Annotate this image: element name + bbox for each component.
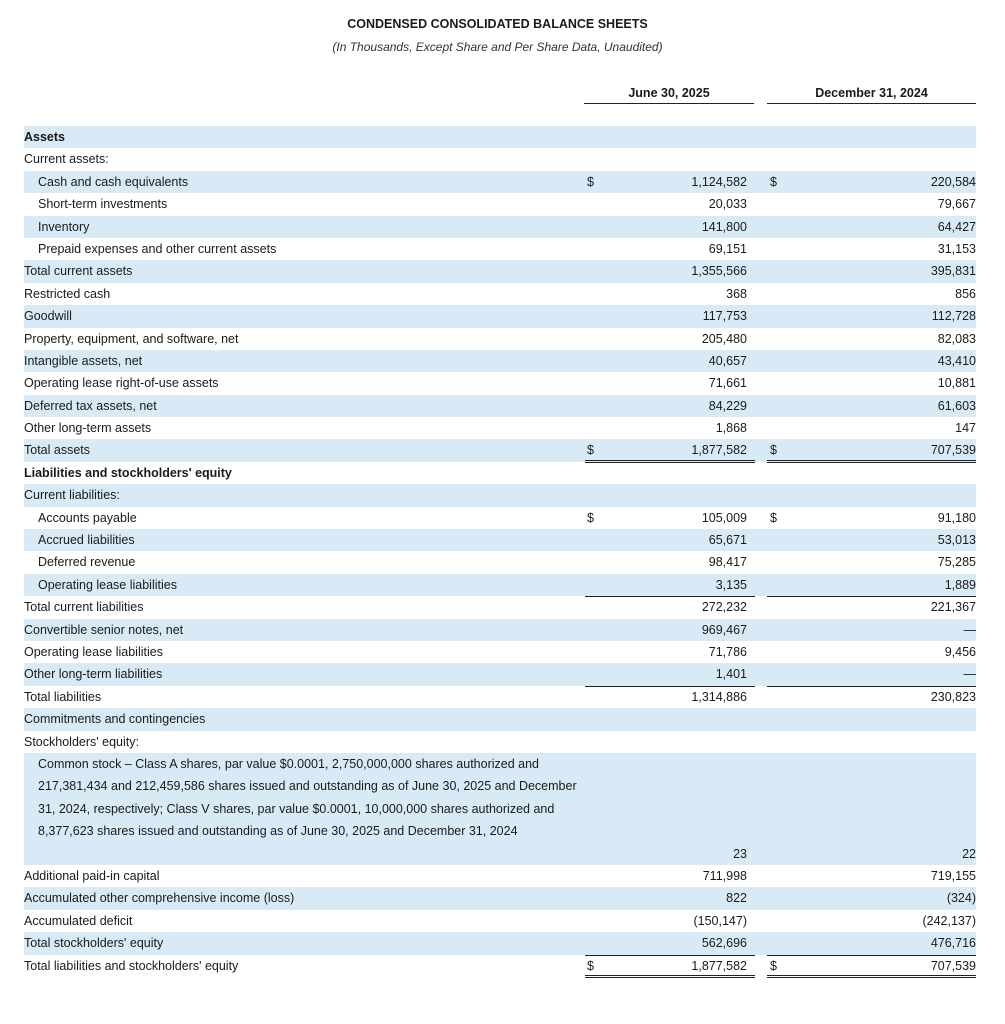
row-label: Cash and cash equivalents bbox=[38, 174, 189, 189]
row-label: Stockholders' equity: bbox=[24, 734, 139, 749]
table-row bbox=[24, 507, 976, 529]
row-label: Intangible assets, net bbox=[24, 353, 143, 368]
value-december-2024: 856 bbox=[955, 286, 976, 301]
table-row bbox=[24, 932, 976, 954]
table-row bbox=[24, 260, 976, 282]
row-label: Short-term investments bbox=[38, 197, 168, 212]
value-december-2024: 220,584 bbox=[930, 174, 976, 189]
value-june-2025: 1,877,582 bbox=[691, 958, 747, 973]
row-label: Inventory bbox=[38, 219, 90, 234]
value-december-2024: 230,823 bbox=[930, 689, 976, 704]
value-june-2025: 1,355,566 bbox=[691, 264, 747, 279]
row-label: Total liabilities bbox=[24, 689, 102, 704]
value-june-2025: 71,786 bbox=[708, 644, 747, 659]
table-row bbox=[24, 126, 976, 148]
value-june-2025: 98,417 bbox=[708, 555, 747, 570]
row-label: Operating lease right-of-use assets bbox=[24, 376, 219, 391]
balance-sheet-table bbox=[24, 126, 976, 977]
dollar-sign: $ bbox=[770, 510, 777, 525]
value-december-2024: — bbox=[963, 667, 976, 682]
value-december-2024: 476,716 bbox=[930, 936, 976, 951]
row-label: Total assets bbox=[24, 443, 91, 458]
table-row bbox=[24, 663, 976, 685]
table-row bbox=[24, 865, 976, 887]
table-row bbox=[24, 216, 976, 238]
row-label: Total stockholders' equity bbox=[24, 936, 164, 951]
row-label: Deferred tax assets, net bbox=[24, 398, 157, 413]
dollar-sign: $ bbox=[770, 443, 777, 458]
value-june-2025: 711,998 bbox=[702, 868, 747, 883]
value-december-2024: 9,456 bbox=[944, 644, 976, 659]
value-june-2025: 1,868 bbox=[715, 421, 747, 436]
value-december-2024: 1,889 bbox=[944, 577, 976, 592]
row-label: Commitments and contingencies bbox=[24, 712, 206, 727]
table-row bbox=[24, 910, 976, 932]
double-underline bbox=[585, 975, 755, 978]
value-december-2024: 395,831 bbox=[930, 264, 976, 279]
value-december-2024: 75,285 bbox=[937, 555, 976, 570]
table-row bbox=[24, 596, 976, 618]
value-june-2025: 822 bbox=[726, 891, 747, 906]
row-label: Additional paid-in capital bbox=[24, 868, 160, 883]
table-row bbox=[24, 395, 976, 417]
value-december-2024: 707,539 bbox=[930, 443, 976, 458]
table-row bbox=[24, 283, 976, 305]
value-june-2025: 969,467 bbox=[701, 622, 747, 637]
value-december-2024: 61,603 bbox=[937, 398, 976, 413]
dollar-sign: $ bbox=[770, 958, 777, 973]
value-december-2024: (324) bbox=[946, 891, 976, 906]
value-december-2024: 91,180 bbox=[937, 510, 976, 525]
value-december-2024: 147 bbox=[955, 421, 976, 436]
dollar-sign: $ bbox=[587, 510, 594, 525]
table-row bbox=[24, 574, 976, 596]
row-label: Liabilities and stockholders' equity bbox=[24, 465, 232, 480]
row-label: Total current liabilities bbox=[24, 600, 144, 615]
row-label: Assets bbox=[24, 130, 65, 144]
table-row bbox=[24, 955, 976, 977]
value-june-2025: 3,135 bbox=[715, 577, 747, 592]
table-row bbox=[24, 686, 976, 708]
table-row bbox=[24, 551, 976, 573]
row-label: Property, equipment, and software, net bbox=[24, 331, 239, 346]
value-june-2025: 71,661 bbox=[708, 376, 747, 391]
table-row bbox=[24, 619, 976, 641]
value-june-2025: 84,229 bbox=[708, 398, 747, 413]
row-label: Operating lease liabilities bbox=[38, 577, 177, 592]
dollar-sign: $ bbox=[587, 443, 594, 458]
row-label: Restricted cash bbox=[24, 286, 111, 301]
value-june-2025: 1,877,582 bbox=[691, 443, 747, 458]
value-december-2024: 112,728 bbox=[931, 309, 976, 324]
statement-subtitle: (In Thousands, Except Share and Per Share Data, Unaudited) bbox=[332, 40, 663, 54]
table-row bbox=[24, 529, 976, 551]
value-june-2025: 562,696 bbox=[701, 936, 747, 951]
table-row bbox=[24, 641, 976, 663]
value-june-2025: 105,009 bbox=[701, 510, 747, 525]
value-june-2025: 1,124,582 bbox=[691, 174, 747, 189]
value-december-2024: 221,367 bbox=[930, 600, 976, 615]
column-header-june-2025: June 30, 2025 bbox=[584, 86, 754, 104]
table-row bbox=[24, 708, 976, 730]
table-row bbox=[24, 462, 976, 484]
value-june-2025: 1,314,886 bbox=[691, 689, 747, 704]
value-june-2025: 65,671 bbox=[708, 533, 747, 548]
statement-title: CONDENSED CONSOLIDATED BALANCE SHEETS bbox=[347, 17, 648, 31]
value-december-2024: 53,013 bbox=[937, 533, 976, 548]
double-underline bbox=[767, 975, 976, 978]
table-row bbox=[24, 193, 976, 215]
table-row bbox=[24, 328, 976, 350]
table-row bbox=[24, 171, 976, 193]
value-december-2024: 719,155 bbox=[930, 868, 976, 883]
row-label: Operating lease liabilities bbox=[24, 644, 163, 659]
table-row bbox=[24, 148, 976, 170]
row-label: Accumulated other comprehensive income (loss) bbox=[24, 891, 295, 906]
dollar-sign: $ bbox=[770, 174, 777, 189]
value-december-2024: (242,137) bbox=[922, 913, 976, 928]
value-december-2024: 79,667 bbox=[937, 197, 976, 212]
table-row bbox=[24, 484, 976, 506]
table-row bbox=[24, 439, 976, 461]
row-label: Deferred revenue bbox=[38, 555, 136, 570]
table-row bbox=[24, 372, 976, 394]
row-label: Other long-term assets bbox=[24, 421, 152, 436]
column-header-december-2024: December 31, 2024 bbox=[767, 86, 976, 104]
row-label: Accounts payable bbox=[38, 510, 137, 525]
row-label: Total liabilities and stockholders' equity bbox=[24, 958, 239, 973]
value-june-2025: 205,480 bbox=[701, 331, 747, 346]
value-june-2025: 69,151 bbox=[708, 241, 747, 256]
table-row bbox=[24, 350, 976, 372]
table-row bbox=[24, 731, 976, 753]
value-june-2025: 20,033 bbox=[708, 197, 747, 212]
table-row bbox=[24, 753, 976, 865]
value-december-2024: 64,427 bbox=[937, 219, 976, 234]
row-label: Other long-term liabilities bbox=[24, 667, 163, 682]
value-june-2025: 117,753 bbox=[702, 309, 747, 324]
dollar-sign: $ bbox=[587, 174, 594, 189]
value-december-2024: 43,410 bbox=[937, 353, 976, 368]
value-december-2024: — bbox=[963, 622, 976, 637]
row-label: Prepaid expenses and other current assets bbox=[38, 241, 277, 256]
value-june-2025: 1,401 bbox=[715, 667, 747, 682]
value-december-2024: 82,083 bbox=[937, 331, 976, 346]
value-june-2025: 368 bbox=[726, 286, 747, 301]
dollar-sign: $ bbox=[587, 958, 594, 973]
value-december-2024: 31,153 bbox=[937, 241, 976, 256]
value-december-2024: 22 bbox=[962, 846, 976, 861]
row-label: Accrued liabilities bbox=[38, 533, 135, 548]
value-june-2025: 40,657 bbox=[708, 353, 747, 368]
table-row bbox=[24, 238, 976, 260]
row-label: Current assets: bbox=[24, 152, 109, 167]
value-june-2025: 23 bbox=[733, 846, 747, 861]
table-row bbox=[24, 417, 976, 439]
row-label: Accumulated deficit bbox=[24, 913, 133, 928]
table-row bbox=[24, 887, 976, 909]
value-june-2025: (150,147) bbox=[693, 913, 747, 928]
table-row bbox=[24, 305, 976, 327]
row-label: Common stock – Class A shares, par value $0.0001, 2,750,000,000 shares authorized and 217,381,434 and 212,459,586 shares issued and outstanding as of June 30, 2025 and December 31, 2024, respectively; Class V shares, par value $0.0001, 10,000,000 shares authorized and 8,377,623 shares issued and outstanding as of June 30, 2025 and December 31, 2024 bbox=[38, 756, 577, 839]
value-december-2024: 707,539 bbox=[930, 958, 976, 973]
row-label: Total current assets bbox=[24, 264, 133, 279]
value-december-2024: 10,881 bbox=[937, 376, 976, 391]
value-june-2025: 141,800 bbox=[701, 219, 747, 234]
value-june-2025: 272,232 bbox=[701, 600, 747, 615]
row-label: Current liabilities: bbox=[24, 488, 120, 503]
row-label: Convertible senior notes, net bbox=[24, 622, 184, 637]
row-label: Goodwill bbox=[24, 309, 72, 324]
